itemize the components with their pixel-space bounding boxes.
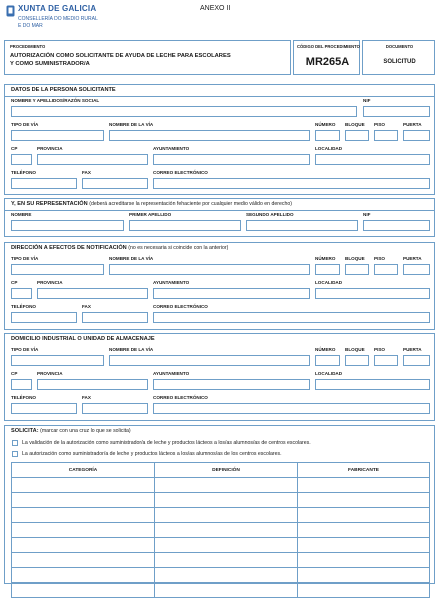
door-field[interactable] [403,130,430,141]
phone-label: TELÉFONO [11,304,37,309]
road-name-label: NOMBRE DE LA VÍA [109,347,154,352]
column-header-manufacturer: FABRICANTE [298,463,430,478]
province-label: PROVINCIA [37,280,63,285]
council-field[interactable] [153,379,310,390]
industrial-section [4,333,435,421]
road-type-field[interactable] [11,130,104,141]
nif-label: NIF [363,98,371,103]
code-value: MR265A [305,56,350,68]
manufacturer-cell[interactable] [298,478,430,493]
email-label: CORREO ELECTRÓNICO [153,170,208,175]
floor-field[interactable] [374,355,398,366]
category-cell[interactable] [12,568,155,583]
notification-title: DIRECCIÓN A EFECTOS DE NOTIFICACIÓN [11,245,127,251]
document-label: DOCUMENTO [385,44,414,49]
floor-field[interactable] [374,130,398,141]
request-title: SOLICITA: [11,428,39,434]
locality-label: LOCALIDAD [315,371,343,376]
section-divider [5,96,434,97]
fax-field[interactable] [82,178,148,189]
document-value: SOLICITUD [383,59,416,65]
email-field[interactable] [153,403,430,414]
section-title [11,245,228,251]
council-label: AYUNTAMIENTO [153,371,190,376]
applicant-section [4,84,435,195]
definition-cell[interactable] [155,493,298,508]
category-cell[interactable] [12,553,155,568]
procedure-line-1: AUTORIZACIÓN COMO SOLICITANTE DE AYUDA DE LECHE PARA ESCOLARES [10,53,231,59]
floor-field[interactable] [374,264,398,275]
cp-label: CP [11,146,18,151]
table-row [12,553,430,568]
number-label: NÚMERO [315,122,336,127]
number-label: NÚMERO [315,347,336,352]
definition-cell[interactable] [155,538,298,553]
manufacturer-cell[interactable] [298,568,430,583]
category-cell[interactable] [12,478,155,493]
number-field[interactable] [315,130,340,141]
province-field[interactable] [37,154,148,165]
name-label: NOMBRE Y APELLIDOS/RAZÓN SOCIAL [11,98,100,103]
manufacturer-cell[interactable] [298,583,430,598]
notification-note: (no es necesaria si coincide con la anterior) [128,245,229,251]
phone-field[interactable] [11,312,77,323]
table-row [12,508,430,523]
council-label: AYUNTAMIENTO [153,146,190,151]
category-cell[interactable] [12,523,155,538]
definition-cell[interactable] [155,583,298,598]
council-label: AYUNTAMIENTO [153,280,190,285]
block-field[interactable] [345,355,369,366]
request-note: (marcar con una cruz lo que se solicita) [40,428,131,434]
option-2-label: La autorización como suministrador/a de leche y productos lácteos a los/as alumnos/as de los centros escolares. [22,451,282,457]
industrial-title: DOMICILIO INDUSTRIAL O UNIDAD DE ALMACENAJE [11,336,155,342]
rep-surname1-field[interactable] [129,220,241,231]
definition-cell[interactable] [155,523,298,538]
door-label: PUERTA [403,347,422,352]
option-2-checkbox[interactable] [12,451,18,457]
rep-surname2-field[interactable] [246,220,358,231]
rep-nif-label: NIF [363,212,371,217]
section-title [11,201,292,207]
representative-section [4,198,435,237]
block-field[interactable] [345,264,369,275]
road-type-field[interactable] [11,264,104,275]
section-title: DATOS DE LA PERSONA SOLICITANTE [11,87,116,93]
definition-cell[interactable] [155,478,298,493]
council-field[interactable] [153,154,310,165]
road-name-label: NOMBRE DE LA VÍA [109,256,154,261]
phone-field[interactable] [11,403,77,414]
representative-title: Y, EN SU REPRESENTACIÓN [11,201,88,207]
section-title [11,428,131,434]
cp-field[interactable] [11,288,32,299]
category-cell[interactable] [12,583,155,598]
block-label: BLOQUE [345,347,365,352]
block-label: BLOQUE [345,256,365,261]
cp-label: CP [11,280,18,285]
code-label: CÓDIGO DEL PROCEDIMIENTO [297,44,360,49]
fax-label: FAX [82,395,91,400]
floor-label: PISO [374,347,385,352]
table-row [12,568,430,583]
road-type-label: TIPO DE VÍA [11,256,39,261]
rep-name-label: NOMBRE [11,212,32,217]
door-field[interactable] [403,355,430,366]
name-field[interactable] [11,106,357,117]
block-label: BLOQUE [345,122,365,127]
category-cell[interactable] [12,493,155,508]
floor-label: PISO [374,122,385,127]
procedure-box [4,40,291,75]
email-label: CORREO ELECTRÓNICO [153,304,208,309]
logo [6,4,98,34]
cp-field[interactable] [11,379,32,390]
locality-field[interactable] [315,379,430,390]
province-label: PROVINCIA [37,371,63,376]
rep-name-field[interactable] [11,220,124,231]
document-box [362,40,435,75]
phone-label: TELÉFONO [11,170,37,175]
road-type-field[interactable] [11,355,104,366]
request-section [4,425,435,584]
fax-field[interactable] [82,403,148,414]
province-field[interactable] [37,288,148,299]
floor-label: PISO [374,256,385,261]
annex-title: ANEXO II [200,5,231,12]
definition-cell[interactable] [155,508,298,523]
table-row [12,523,430,538]
rep-surname2-label: SEGUNDO APELLIDO [246,212,294,217]
province-label: PROVINCIA [37,146,63,151]
rep-surname1-label: PRIMER APELLIDO [129,212,172,217]
locality-label: LOCALIDAD [315,146,343,151]
manufacturer-cell[interactable] [298,538,430,553]
phone-field[interactable] [11,178,77,189]
email-field[interactable] [153,312,430,323]
procedure-label: PROCEDIMIENTO [10,44,46,49]
procedure-line-2: Y COMO SUMINISTRADOR/A [10,61,90,67]
phone-label: TELÉFONO [11,395,37,400]
road-type-label: TIPO DE VÍA [11,347,39,352]
manufacturer-cell[interactable] [298,523,430,538]
fax-field[interactable] [82,312,148,323]
door-field[interactable] [403,264,430,275]
option-1-checkbox[interactable] [12,440,18,446]
province-field[interactable] [37,379,148,390]
number-field[interactable] [315,355,340,366]
nif-field[interactable] [363,106,430,117]
locality-field[interactable] [315,288,430,299]
manufacturer-cell[interactable] [298,508,430,523]
council-field[interactable] [153,288,310,299]
locality-label: LOCALIDAD [315,280,343,285]
category-cell[interactable] [12,538,155,553]
block-field[interactable] [345,130,369,141]
logo-subtitle-2: E DO MAR [18,23,43,29]
table-row [12,493,430,508]
representative-note: (deberá acreditarse la representación fehaciente por cualquier medio válido en derecho) [89,201,292,207]
definition-cell[interactable] [155,553,298,568]
email-label: CORREO ELECTRÓNICO [153,395,208,400]
road-name-field[interactable] [109,264,310,275]
xunta-shield-icon [6,5,15,17]
manufacturer-cell[interactable] [298,553,430,568]
table-header-row [12,463,430,478]
rep-nif-field[interactable] [363,220,430,231]
road-name-field[interactable] [109,355,310,366]
option-1-label: La validación de la autorización como suministrador/a de leche y productos lácteos a los/as alumnos/as de centros escolares. [22,440,311,446]
road-name-label: NOMBRE DE LA VÍA [109,122,154,127]
column-header-definition: DEFINICIÓN [155,463,298,478]
table-row [12,478,430,493]
code-box [293,40,360,75]
number-label: NÚMERO [315,256,336,261]
door-label: PUERTA [403,256,422,261]
table-row [12,538,430,553]
locality-field[interactable] [315,154,430,165]
products-table [11,462,430,598]
road-type-label: TIPO DE VÍA [11,122,39,127]
products-table-body [12,478,430,598]
number-field[interactable] [315,264,340,275]
door-label: PUERTA [403,122,422,127]
cp-label: CP [11,371,18,376]
fax-label: FAX [82,170,91,175]
column-header-category: CATEGORÍA [12,463,155,478]
logo-name: XUNTA DE GALICIA [18,4,97,13]
definition-cell[interactable] [155,568,298,583]
fax-label: FAX [82,304,91,309]
road-name-field[interactable] [109,130,310,141]
table-row [12,583,430,598]
notification-section [4,242,435,330]
category-cell[interactable] [12,508,155,523]
manufacturer-cell[interactable] [298,493,430,508]
section-divider [5,210,434,211]
cp-field[interactable] [11,154,32,165]
email-field[interactable] [153,178,430,189]
logo-subtitle-1: CONSELLERÍA DO MEDIO RURAL [18,16,98,22]
